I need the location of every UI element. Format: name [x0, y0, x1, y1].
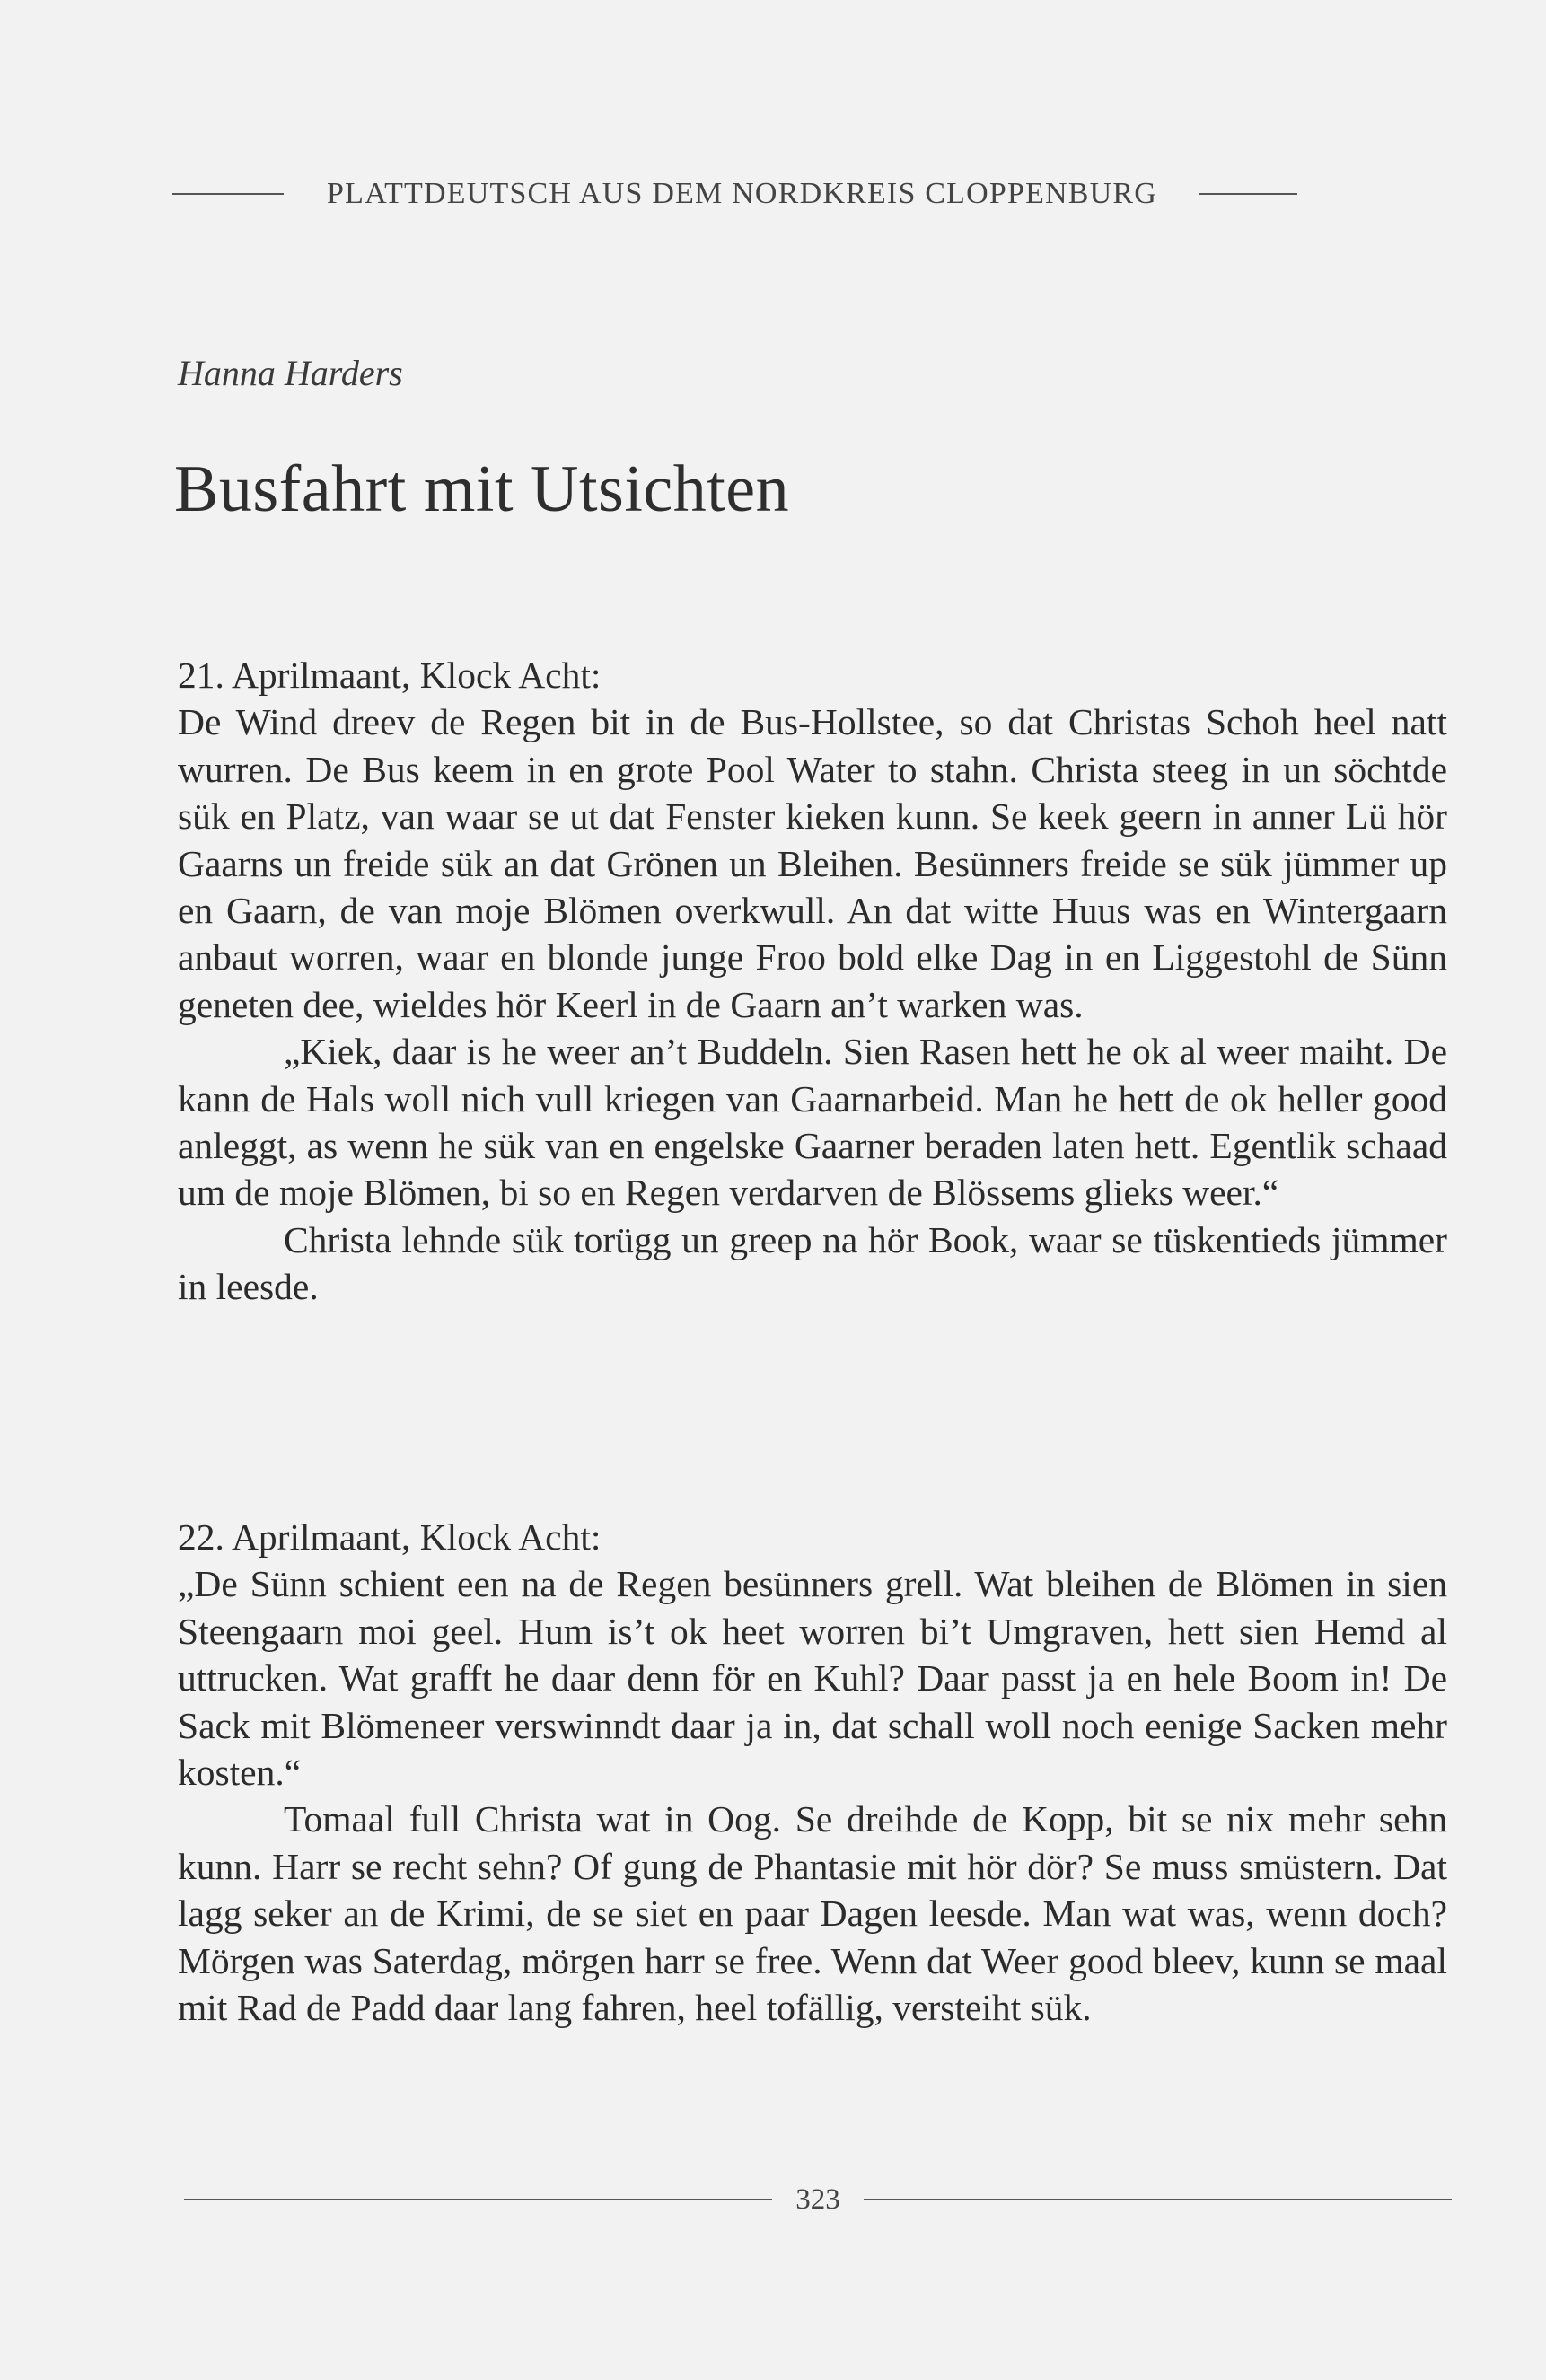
page-number: 323 — [795, 2182, 840, 2216]
paragraph: „De Sünn schient een na de Regen besünners grell. Wat bleihen de Blömen in sien Steengaarn moi geel. Hum is’t ok heet worren bi’t Umgraven, hett sien Hemd al uttrucken. Wat grafft he daar denn för en Kuhl? Daar passt ja en hele Boom in! De Sack mit Blömeneer verswinndt daar ja in, dat schall woll noch eenige Sacken mehr kosten.“ — [178, 1563, 1447, 1794]
section-22-april — [178, 1514, 1447, 2031]
author-name: Hanna Harders — [178, 353, 403, 393]
section-21-april — [178, 652, 1447, 1311]
header-rule-right — [1199, 193, 1297, 195]
footer-rule-left — [184, 2199, 772, 2200]
page-footer — [184, 2182, 1452, 2218]
running-header-text: PLATTDEUTSCH AUS DEM NORDKREIS CLOPPENBURG — [327, 177, 1158, 210]
paragraph: Tomaal full Christa wat in Oog. Se dreihde de Kopp, bit se nix mehr sehn kunn. Harr se recht sehn? Of gung de Phantasie mit hör dör? Se muss smüstern. Dat lagg seker an de Krimi, de se siet en paar Dagen leesde. Man wat was, wenn doch? Mörgen was Saterdag, mörgen harr se free. Wenn dat Weer good bleev, kunn se maal mit Rad de Padd daar lang fahren, heel tofällig, versteiht sük. — [178, 1798, 1447, 2029]
section-heading: 22. Aprilmaant, Klock Acht: — [178, 1516, 602, 1558]
section-heading: 21. Aprilmaant, Klock Acht: — [178, 654, 602, 696]
paragraph: Christa lehnde sük torügg un greep na hör Book, waar se tüskentieds jümmer in leesde. — [178, 1218, 1447, 1308]
paragraph: „Kiek, daar is he weer an’t Buddeln. Sien Rasen hett he ok al weer maiht. De kann de Hals woll nich vull kriegen van Gaarnarbeid. Man he hett de ok heller good anleggt, as wenn he sük van en engelske Gaarner beraden laten hett. Egentlik schaad um de moje Blömen, bi so en Regen verdarven de Blössems glieks weer.“ — [178, 1031, 1447, 1214]
story-title: Busfahrt mit Utsichten — [174, 452, 790, 526]
paragraph: De Wind dreev de Regen bit in de Bus-Hollstee, so dat Christas Schoh heel natt wurren. De Bus keem in en grote Pool Water to stahn. Christa steeg in un söchtde sük en Platz, van waar se ut dat Fenster kieken kunn. Se keek geern in anner Lü hör Gaarns un freide sük an dat Grönen un Bleihen. Besünners freide se sük jümmer up en Gaarn, de van moje Blömen overkwull. An dat witte Huus was en Wintergaarn anbaut worren, waar en blonde junge Froo bold elke Dag in en Liggestohl de Sünn geneten dee, wieldes hör Keerl in de Gaarn an’t warken was. — [178, 701, 1447, 1025]
running-header — [172, 176, 1438, 212]
header-rule-left — [172, 193, 284, 195]
footer-rule-right — [864, 2199, 1452, 2200]
